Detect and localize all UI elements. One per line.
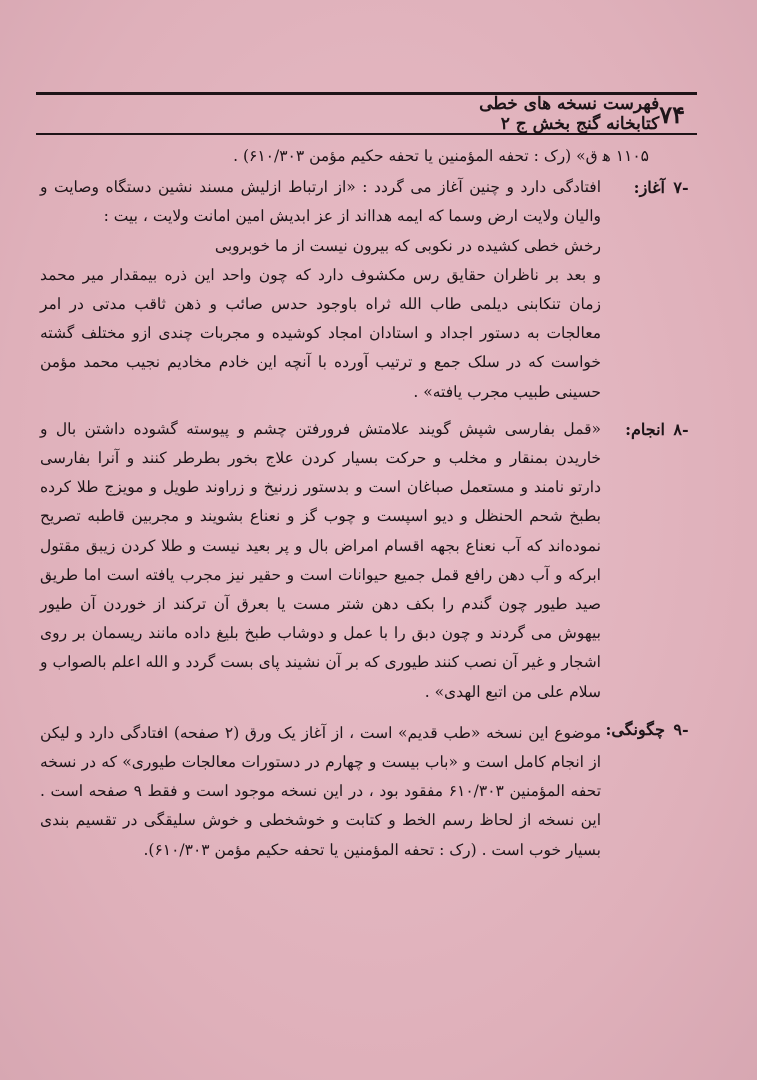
section-title: چگونگی:: [605, 719, 665, 739]
paragraph: و بعد بر ناظران حقایق رس مکشوف دارد که چون واحد این ذره بیمقدار میر محمد زمان تنکابنی دیلمی طاب الله ثراه باوجود حدس صائب و ذهن ثاقب مدتی در امر معالجات به دستور اجداد و استادان امجاد کوشیده و مجربات چندی ازو مختلف گشته خواست که در سلک جمع و ترتیب آورده با آنچه این خادم مخادیم نجیب محمد مؤمن حسینی طبیب مجرب یافته» .: [40, 265, 601, 401]
intro-line: ۱۱۰۵ ه‍ ق» (رک : تحفه المؤمنین یا تحفه حکیم مؤمن ۶۱۰/۳۰۳) .: [233, 147, 649, 165]
running-title: فهرست نسخه های خطی کتابخانه گنج بخش ج ۲: [479, 94, 660, 134]
section-body: [40, 719, 601, 865]
section-title: انجام:: [625, 419, 665, 439]
paragraph: «قمل بفارسی شپش گویند علامتش فرورفتن چشم و پیوسته گشوده داشتن بال و خاریدن بمنقار و مخلب و حرکت بسیار کردن علاج بخور بطرطر کنند و آنرا بفارسی دارتو نامند و مستعمل صباغان است و بدستور زرنیخ و زراوند طویل و مویزج طلا کرده بطبخ شحم الحنظل و دیو اسپست و چوب گز و نعناع بشویند و مجربین قاطبه تصریح نموده‌اند که آب نعناع بجهه اقسام امراض بال و پر بعید نیست و طلا کردن زیبق مقتول ابرکه و آب دهن رافع قمل جمیع حیوانات است و حقیر نیز مجرب یافته است اما طریق صید طیور چون گندم را بکف دهن شتر مست یا بعرق آن ترکند از خوردن آن طیور بیهوش می گردند و چون دبق را با عمل و دوشاب طبخ بلیغ داده مانند ریسمان بر روی اشجار و غیر آن نصب کنند طیوری که بر آن نشیند پای بست گردد و الله اعلم بالصواب و سلام علی من اتبع الهدی» .: [40, 419, 601, 701]
section-9-description: [40, 715, 697, 865]
page-header: [36, 92, 697, 135]
paragraph: موضوع این نسخه «طب قدیم» است ، از آغاز یک ورق (۲ صفحه) افتادگی دارد و لیکن از انجام کامل است و «باب بیست و چهارم در دستورات معالجات طیوری» که در نسخه تحفه المؤمنین ۶۱۰/۳۰۳ مفقود بود ، در این نسخه موجود است و فقط ۹ صفحه است . این نسخه از لحاظ رسم الخط و کتابت و خوشخطی و خوش سلیقگی در تقسیم بندی بسیار خوب است . (رک : تحفه المؤمنین یا تحفه حکیم مؤمن ۶۱۰/۳۰۳).: [40, 723, 602, 859]
section-heading: [601, 415, 697, 707]
section-number: -۸: [673, 419, 689, 439]
section-title: آغاز:: [633, 178, 665, 198]
page-number: ۷۴: [659, 99, 685, 129]
paragraph: افتادگی دارد و چنین آغاز می گردد : «از ارتباط ازلیش مسند نشین دستگاه وصایت و والیان ولایت ارض وسما که ایمه هدااند از عز ابدیش امین امانت ولایت ، بیت :: [40, 178, 601, 226]
section-body: [40, 415, 601, 707]
section-heading: [601, 715, 697, 865]
section-7-opening: [40, 173, 697, 407]
verse-line: رخش خطی کشیده در نکوبی که بیرون نیست از ما خوبروبی: [214, 236, 601, 255]
section-body: [40, 173, 601, 407]
section-number: -۷: [673, 178, 689, 198]
spacer: [40, 707, 697, 713]
spacer: [40, 407, 697, 413]
section-heading: [601, 173, 697, 407]
section-number: -۹: [673, 719, 689, 739]
section-8-ending: [40, 415, 697, 707]
page-body: [40, 142, 697, 1050]
